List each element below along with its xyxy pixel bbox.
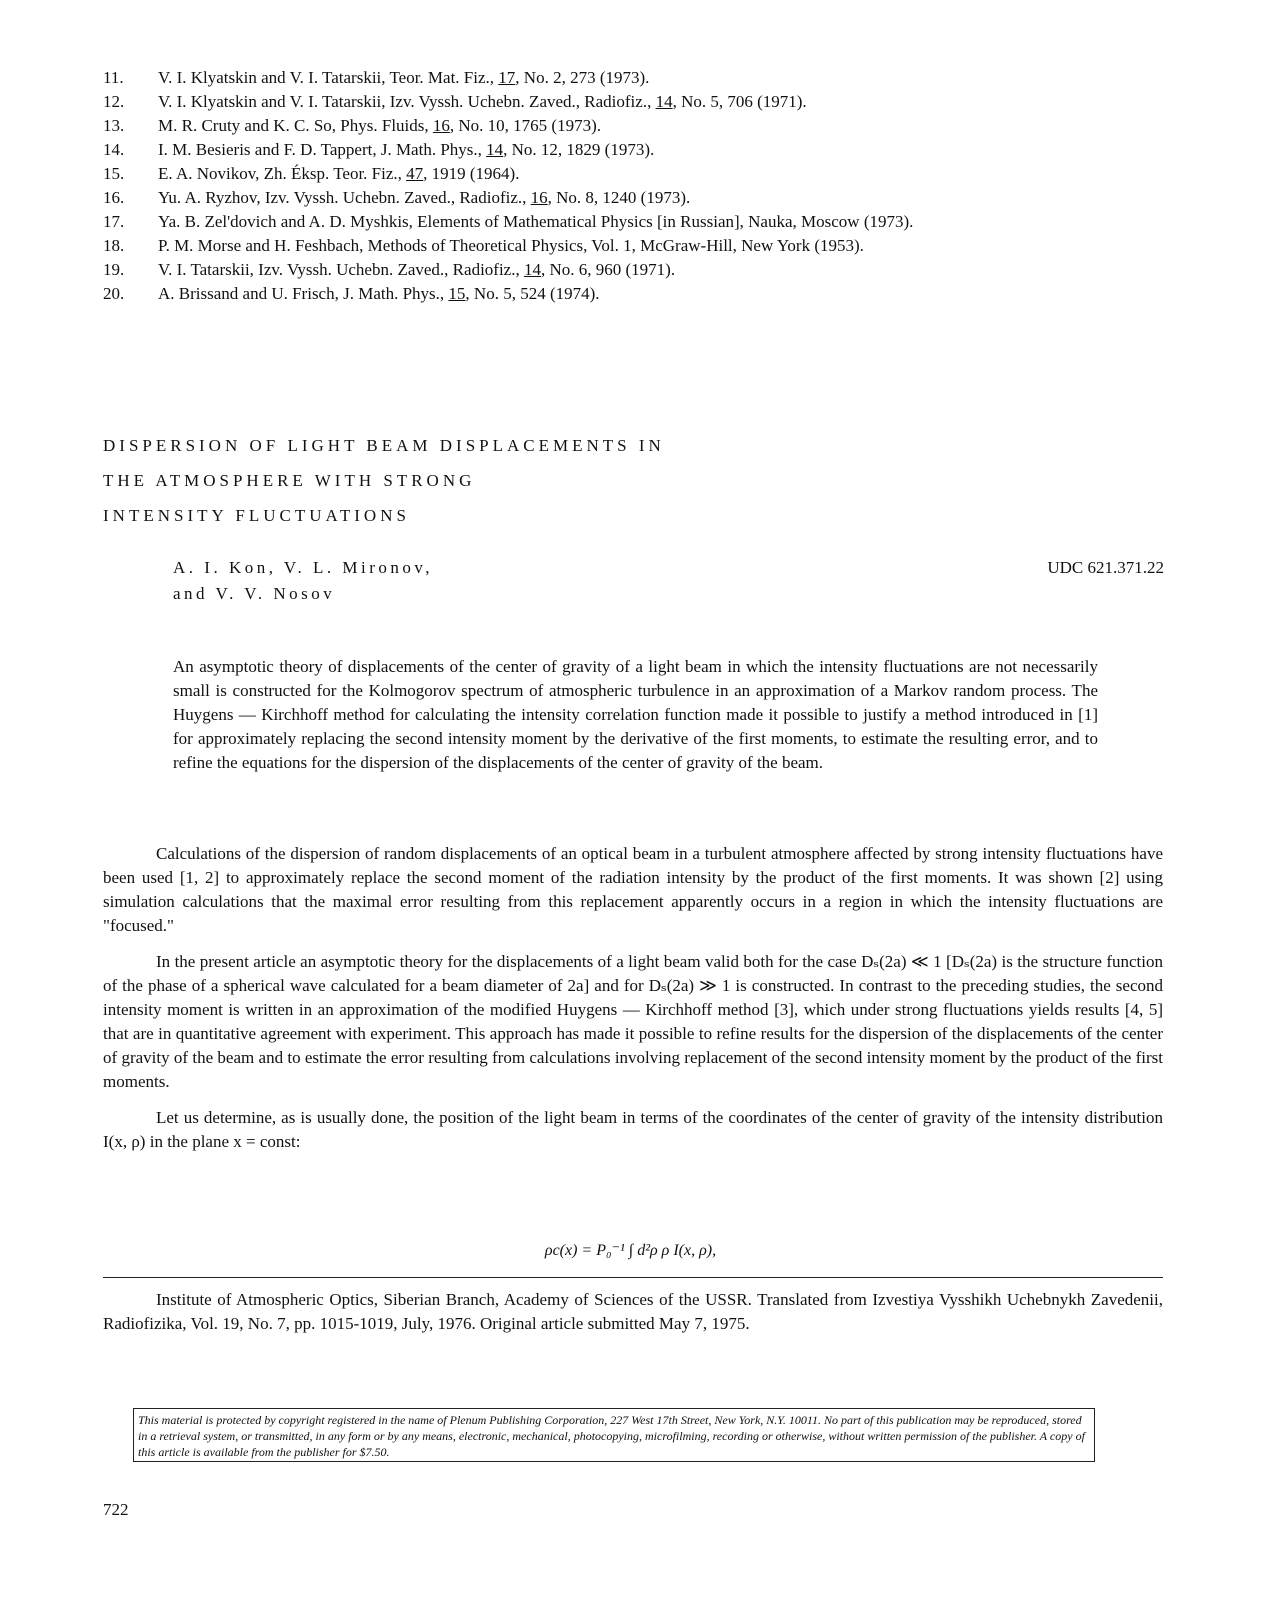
- paragraph: In the present article an asymptotic theory for the displacements of a light beam valid both for the case Dₛ(2a) ≪ 1 [Dₛ(2a) is the structure function of the phase of a spherical wave calculated for a beam diameter of 2a] and for Dₛ(2a) ≫ 1 is constructed. In contrast to the preceding studies, the second intensity moment is written in an approximation of the modified Huygens — Kirchhoff method [3], which under strong fluctuations yields results [4, 5] that are in quantitative agreement with experiment. This approach has made it possible to refine results for the dispersion of the displacements of the center of gravity of the beam and to estimate the error resulting from calculations involving replacement of the second intensity moment by the product of the first moments.: [103, 952, 1163, 1091]
- footnote-divider: [103, 1277, 1163, 1278]
- udc-code: UDC 621.371.22: [1047, 558, 1164, 577]
- reference-item: 15. E. A. Novikov, Zh. Éksp. Teor. Fiz., 47, 1919 (1964).: [103, 164, 520, 183]
- reference-item: 19. V. I. Tatarskii, Izv. Vyssh. Uchebn. Zaved., Radiofiz., 14, No. 6, 960 (1971).: [103, 260, 676, 279]
- copyright-notice: This material is protected by copyright registered in the name of Plenum Publishing Corporation, 227 West 17th Street, New York, N.Y. 10011. No part of this publication may be reproduced, stored in a retrieval system, or transmitted, in any form or by any means, electronic, mechanical, photocopying, microfilming, recording or otherwise, without written permission of the publisher. A copy of this article is available from the publisher for $7.50.: [133, 1408, 1095, 1462]
- authors: A. I. Kon, V. L. Mironov, and V. V. Nosov: [173, 558, 434, 603]
- affiliation-footnote: Institute of Atmospheric Optics, Siberian Branch, Academy of Sciences of the USSR. Translated from Izvestiya Vysshikh Uchebnykh Zavedenii, Radiofizika, Vol. 19, No. 7, pp. 1015-1019, July, 1976. Original article submitted May 7, 1975.: [103, 1290, 1163, 1333]
- article-title: DISPERSION OF LIGHT BEAM DISPLACEMENTS IN THE ATMOSPHERE WITH STRONG INTENSITY FLUCTUATIONS: [103, 436, 665, 525]
- reference-item: 18. P. M. Morse and H. Feshbach, Methods of Theoretical Physics, Vol. 1, McGraw-Hill, New York (1953).: [103, 236, 864, 255]
- abstract: An asymptotic theory of displacements of the center of gravity of a light beam in which the intensity fluctuations are not necessarily small is constructed for the Kolmogorov spectrum of atmospheric turbulence in an approximation of a Markov random process. The Huygens — Kirchhoff method for calculating the intensity correlation function made it possible to justify a method introduced in [1] for approximately replacing the second intensity moment by the derivative of the first moments, to estimate the resulting error, and to refine the equations for the dispersion of the displacements of the center of gravity of the beam.: [173, 657, 1098, 772]
- reference-item: 12. V. I. Klyatskin and V. I. Tatarskii, Izv. Vyssh. Uchebn. Zaved., Radiofiz., 14, No. 5, 706 (1971).: [103, 92, 807, 111]
- reference-list: [103, 66, 1163, 306]
- article-body: [103, 842, 1163, 1166]
- paragraph: Calculations of the dispersion of random displacements of an optical beam in a turbulent atmosphere affected by strong intensity fluctuations have been used [1, 2] to approximately replace the second moment of the radiation intensity by the product of the first moments. It was shown [2] using simulation calculations that the maximal error resulting from this replacement apparently occurs in a region in which the intensity fluctuations are "focused.": [103, 844, 1163, 935]
- reference-item: 16. Yu. A. Ryzhov, Izv. Vyssh. Uchebn. Zaved., Radiofiz., 16, No. 8, 1240 (1973).: [103, 188, 691, 207]
- reference-item: 11. V. I. Klyatskin and V. I. Tatarskii, Teor. Mat. Fiz., 17, No. 2, 273 (1973).: [103, 68, 650, 87]
- paragraph: Let us determine, as is usually done, the position of the light beam in terms of the coordinates of the center of gravity of the intensity distribution I(x, ρ) in the plane x = const:: [103, 1108, 1163, 1151]
- reference-item: 13. M. R. Cruty and K. C. So, Phys. Fluids, 16, No. 10, 1765 (1973).: [103, 116, 601, 135]
- page-number: 722: [103, 1500, 129, 1519]
- equation: ρc(x) = P₀⁻¹ ∫ d²ρ ρ I(x, ρ),: [544, 1242, 717, 1259]
- reference-item: 14. I. M. Besieris and F. D. Tappert, J. Math. Phys., 14, No. 12, 1829 (1973).: [103, 140, 655, 159]
- reference-item: 20. A. Brissand and U. Frisch, J. Math. Phys., 15, No. 5, 524 (1974).: [103, 284, 600, 303]
- reference-item: 17. Ya. B. Zel'dovich and A. D. Myshkis, Elements of Mathematical Physics [in Russian], Nauka, Moscow (1973).: [103, 212, 914, 231]
